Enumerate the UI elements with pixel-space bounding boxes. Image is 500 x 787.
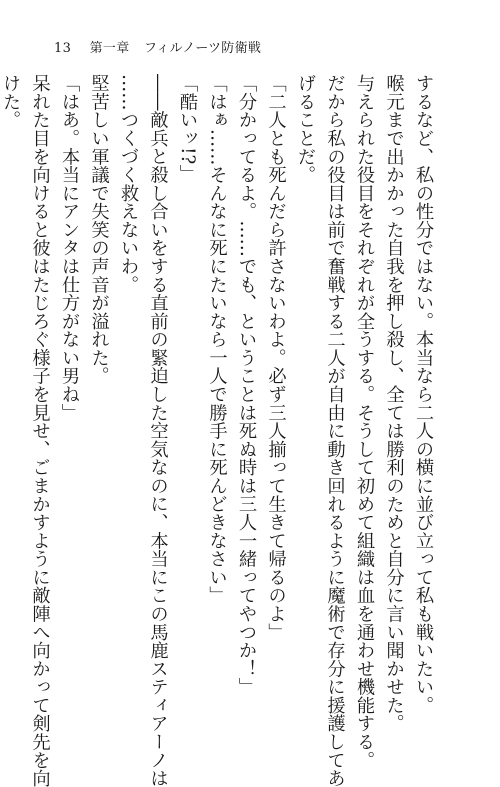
text-line: 与えられた役目をそれぞれが全うする。そうして初めて組織は血を通わせ機能する。: [354, 74, 375, 770]
text-line: だから私の役目は前で奮戦する二人が自由に動き回れるように魔術で存分に援護してあ: [324, 74, 346, 787]
chapter-title: フィルノーツ防衛戦: [143, 41, 262, 56]
text-line: 「はぁ……そんなに死にたいなら一人で勝手に死んどきなさい」: [206, 74, 228, 605]
text-line: ――敵兵と殺し合いをする直前の緊迫した空気なのに、本当にこの馬鹿スティアーノは: [147, 74, 169, 787]
text-line: 「はあ。本当にアンタは仕方がない男ね」: [59, 74, 80, 422]
text-line: 喉元まで出かかった自我を押し殺し、全ては勝利のためと自分に言い聞かせた。: [383, 74, 405, 733]
text-line: けた。: [0, 74, 21, 129]
text-line: 「二人とも死んだら許さないわよ。必ず三人揃って生きて帰るのよ」: [265, 74, 287, 641]
text-line: げることだ。: [295, 74, 316, 184]
chapter-number: 第一章: [89, 41, 130, 56]
page-number: 13: [54, 41, 72, 56]
text-line: 堅苦しい軍議で失笑の声音が溢れた。: [88, 74, 110, 385]
text-line: 「酷いッ!?」: [177, 74, 198, 183]
vertical-body-text: [0, 74, 438, 787]
text-line: ……つくづく救えないわ。: [118, 74, 139, 294]
running-header: [54, 37, 261, 56]
text-line: 「分かってるよ。……でも、ということは死ぬ時は三人一緒ってやつか！」: [236, 74, 257, 696]
text-line: するなど、私の性分ではない。本当なら二人の横に並び立って私も戦いたい。: [413, 74, 434, 715]
text-line: 呆れた目を向けると彼はたじろぐ様子を見せ、ごまかすように敵陣へ向かって剣先を向: [29, 74, 51, 787]
